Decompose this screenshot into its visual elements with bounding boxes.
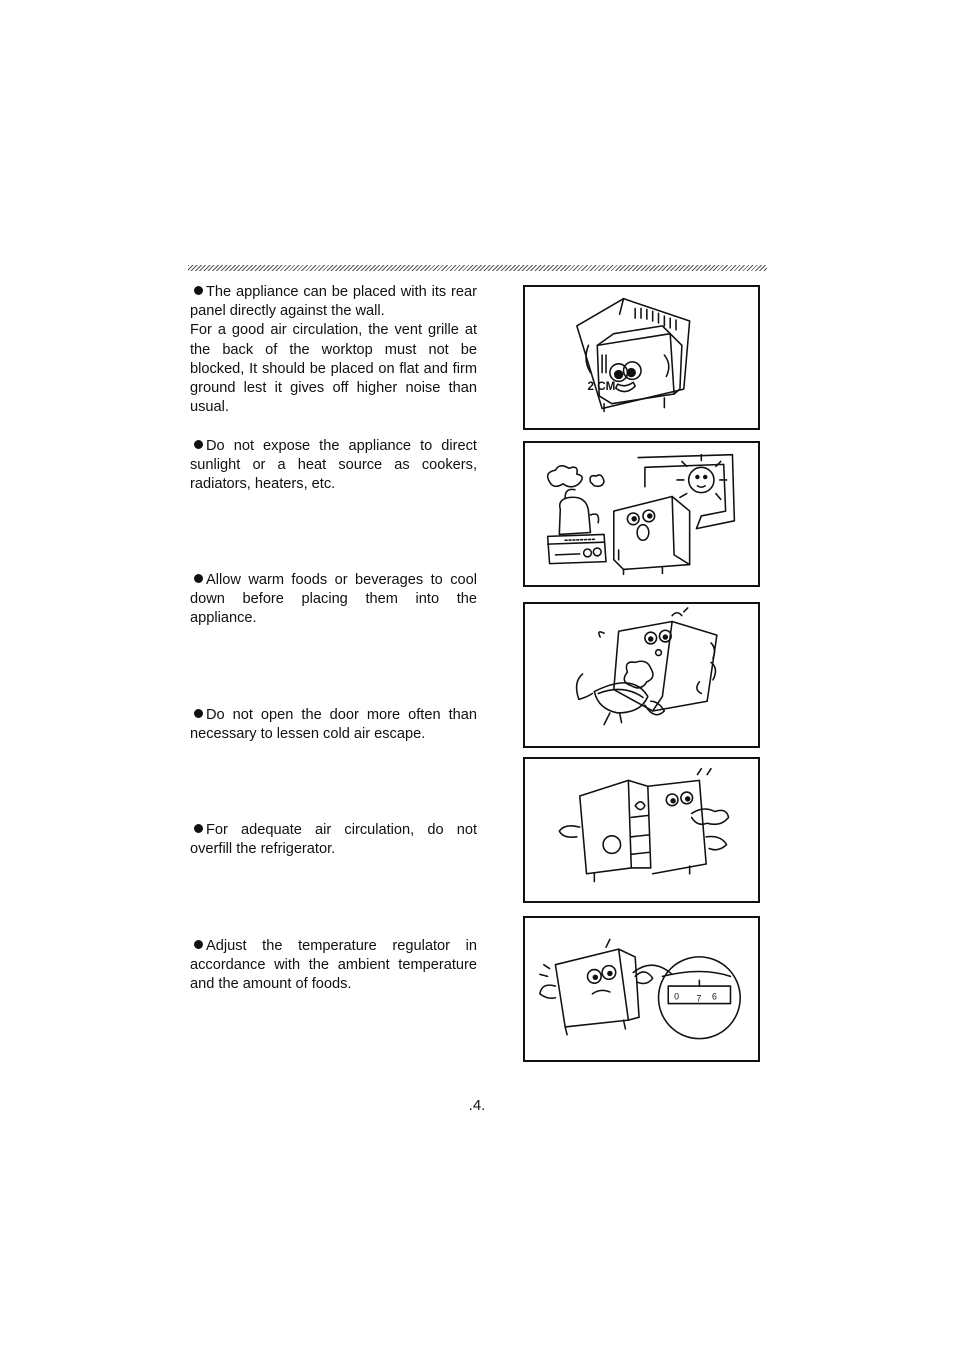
clearance-label: 2 CM xyxy=(587,380,616,394)
instruction-door-opening xyxy=(190,706,477,744)
instruction-text: Do not open the door more often than necessary to lessen cold air escape. xyxy=(190,707,477,743)
instruction-wall-placement xyxy=(190,283,477,417)
open-door-illustration xyxy=(523,757,760,903)
instruction-avoid-heat xyxy=(190,437,477,495)
bullet-icon xyxy=(194,940,203,949)
dial-mark: 0 xyxy=(674,991,679,1002)
decorative-divider xyxy=(188,265,767,271)
instruction-text: For adequate air circulation, do not overfill the refrigerator. xyxy=(190,822,477,858)
bullet-icon xyxy=(194,709,203,718)
instruction-cool-food xyxy=(190,571,477,629)
warm-food-illustration xyxy=(523,602,760,748)
dial-mark: 7 xyxy=(696,993,702,1004)
page-number: .4. xyxy=(468,1097,486,1114)
overfilled-fridge-illustration xyxy=(523,916,760,1062)
bullet-icon xyxy=(194,574,203,583)
bullet-icon xyxy=(194,286,203,295)
instruction-text: Allow warm foods or beverages to cool down before placing them into the appliance. xyxy=(190,572,477,627)
bullet-icon xyxy=(194,824,203,833)
instruction-text: The appliance can be placed with its rear panel directly against the wall. xyxy=(190,284,477,320)
bullet-icon xyxy=(194,440,203,449)
instruction-text: For a good air circulation, the vent grille at the back of the worktop must not be blocked, It should be placed on flat and firm ground lest it gives off higher noise than usual. xyxy=(190,322,477,416)
instruction-no-overfill xyxy=(190,821,477,859)
dial-mark: 6 xyxy=(712,991,717,1002)
appliance-near-wall-illustration xyxy=(523,285,760,430)
sunlight-and-cooker-illustration xyxy=(523,441,760,587)
instruction-text: Adjust the temperature regulator in accordance with the ambient temperature and the amount of foods. xyxy=(190,938,477,993)
instruction-text: Do not expose the appliance to direct sunlight or a heat source as cookers, radiators, heaters, etc. xyxy=(190,438,477,493)
instruction-adjust-regulator xyxy=(190,937,477,995)
